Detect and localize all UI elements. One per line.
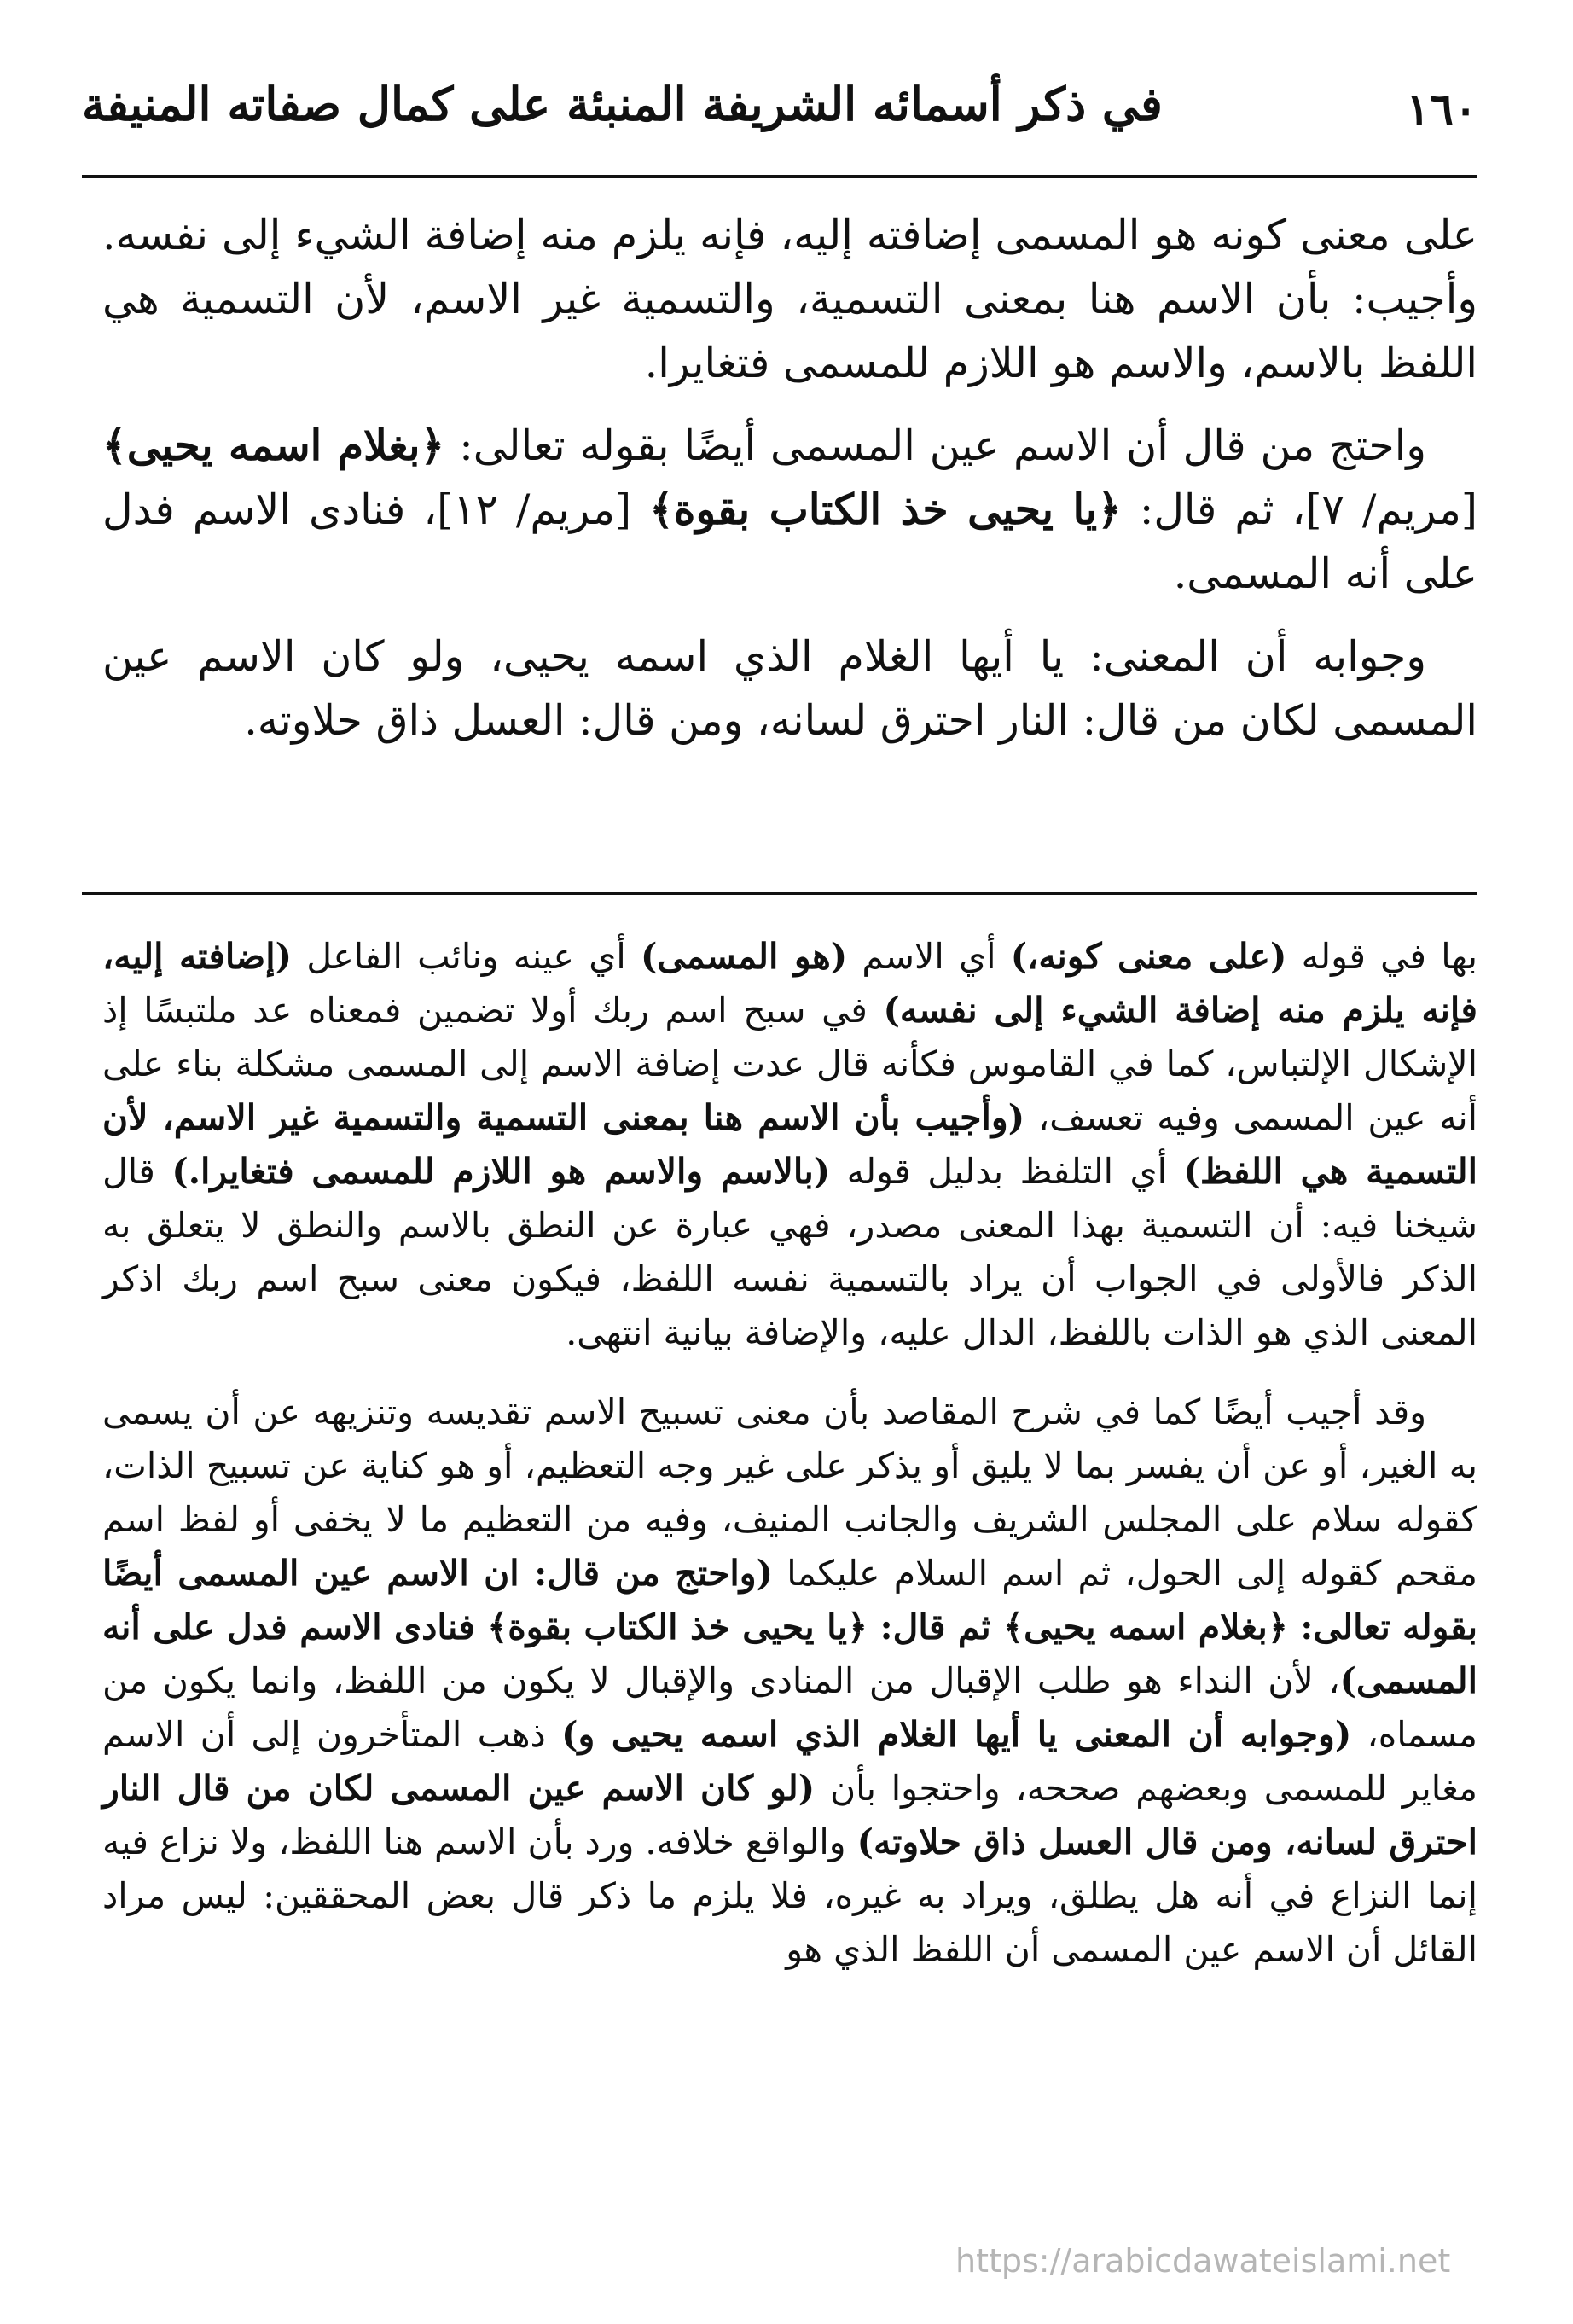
footnote-divider (82, 892, 1477, 895)
text-run: ، لأن النداء هو طلب الإقبال من المنادى والإقبال لا يكون من اللفظ، وانما يكون من مسماه، (102, 1660, 1477, 1755)
text-run: قال شيخنا فيه: أن التسمية بهذا المعنى مصدر، فهي عبارة عن النطق بالاسم والنطق لا يتعلق به الذكر فالأولى في الجواب أن يراد بالتسمية نفسه اللفظ، فيكون معنى سبح اسم ربك اذكر المعنى الذي هو الذات باللفظ، الدال عليه، والإضافة بيانية انتهى. (102, 1151, 1477, 1353)
text-run: أي الاسم (847, 936, 1011, 977)
text-run: أي التلفظ بدليل قوله (830, 1151, 1184, 1192)
matn-quote: (على معنى كونه،) (1010, 936, 1287, 977)
running-title: في ذكر أسمائه الشريفة المنبئة على كمال صفاته المنيفة (82, 77, 1163, 131)
matn-quote: (وأجيب بأن الاسم هنا بمعنى التسمية والتسمية غير الاسم، لأن التسمية هي اللفظ) (102, 1097, 1477, 1192)
quran-quote: ﴿يا يحيى خذ الكتاب بقوة﴾ (649, 485, 1122, 534)
matn-quote: (لو كان الاسم عين المسمى لكان من قال النار احترق لسانه، ومن قال العسل ذاق حلاوته) (102, 1768, 1477, 1862)
quran-quote: ﴿بغلام اسمه يحيى﴾ (102, 421, 445, 470)
page-number: ١٦٠ (1406, 84, 1477, 136)
text-run: في سبح اسم ربك أولا تضمين فمعناه عد ملتبسًا إذ الإشكال الإلتباس، كما في القاموس فكأنه قال عدت إضافة الاسم إلى المسمى مشكلة بناء على أنه عين المسمى وفيه تعسف، (102, 990, 1478, 1138)
text-run: ذهب المتأخرون إلى أن الاسم مغاير للمسمى وبعضهم صححه، واحتجوا بأن (102, 1714, 1477, 1809)
header-rule (82, 175, 1477, 178)
text-run: وقد أجيب أيضًا كما في شرح المقاصد بأن معنى تسبيح الاسم تقديسه وتنزيهه عن أن يسمى به الغير، أو عن أن يفسر بما لا يليق أو يذكر على غير وجه التعظيم، أو هو كناية عن تسبيح الذات، كقوله سلام على المجلس الشريف والجانب المنيف، وفيه من التعظيم ما لا يخفى أو لفظ اسم مقحم كقوله إلى الحول، ثم اسم السلام عليكما (102, 1391, 1477, 1594)
text-run: أي عينه ونائب الفاعل (292, 936, 641, 977)
matn-quote: (بالاسم والاسم هو اللازم للمسمى فتغايرا.) (171, 1151, 831, 1192)
page-header (82, 68, 1477, 171)
commentary-text (102, 930, 1477, 2002)
matn-quote: (واحتج من قال: ان الاسم عين المسمى أيضًا بقوله تعالى: ﴿بغلام اسمه يحيى﴾ ثم قال: ﴿يا يحيى خذ الكتاب بقوة﴾ فنادى الاسم فدل على أنه المسمى) (102, 1553, 1477, 1701)
main-text (102, 203, 1477, 771)
commentary-paragraph-1 (102, 930, 1477, 1360)
commentary-paragraph-2 (102, 1386, 1477, 1977)
text-run: بها في قوله (1286, 936, 1477, 977)
text-run: والواقع خلافه. ورد بأن الاسم هنا اللفظ، ولا نزاع فيه إنما النزاع في أنه هل يطلق، ويراد به غيره، فلا يلزم ما ذكر قال بعض المحققين: ليس مراد القائل أن الاسم عين المسمى أن اللفظ الذي هو (102, 1821, 1477, 1970)
matn-quote: (وجوابه أن المعنى يا أيها الغلام الذي اسمه يحيى و) (561, 1714, 1352, 1755)
matn-quote: (هو المسمى) (640, 936, 848, 977)
text-run: واحتج من قال أن الاسم عين المسمى أيضًا بقوله تعالى: (444, 421, 1426, 470)
watermark-url: https://arabicdawateislami.net (955, 2242, 1451, 2280)
main-paragraph-3: وجوابه أن المعنى: يا أيها الغلام الذي اسمه يحيى، ولو كان الاسم عين المسمى لكان من قال: النار احترق لسانه، ومن قال: العسل ذاق حلاوته. (102, 632, 1477, 745)
text-run: [مريم/ ٧]، ثم قال: (1121, 485, 1477, 534)
text-run: [مريم/ ١٢]، فنادى الاسم فدل على أنه المسمى. (102, 485, 1477, 598)
matn-quote: (إضافته إليه، فإنه يلزم منه إضافة الشيء إلى نفسه) (102, 936, 1477, 1031)
main-paragraph-2 (102, 414, 1477, 606)
main-paragraph-1: على معنى كونه هو المسمى إضافته إليه، فإنه يلزم منه إضافة الشيء إلى نفسه. وأجيب: بأن الاسم هنا بمعنى التسمية، والتسمية غير الاسم، لأن التسمية هي اللفظ بالاسم، والاسم هو اللازم للمسمى فتغايرا. (102, 211, 1477, 387)
